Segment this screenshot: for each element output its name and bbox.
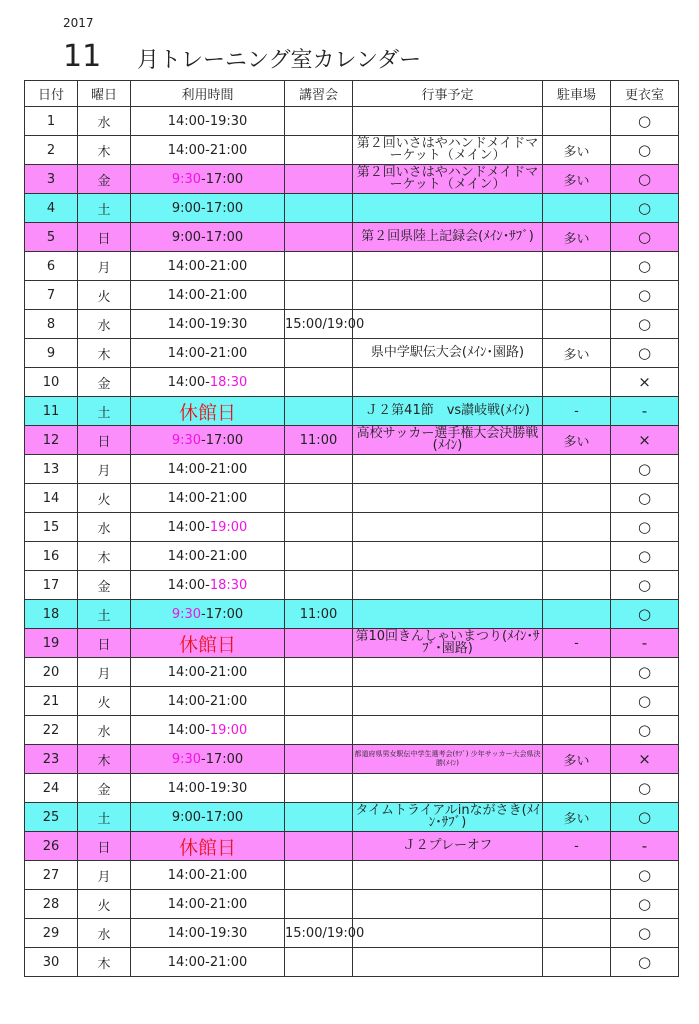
circle-mark-icon: ○	[637, 286, 652, 304]
weekday-cell: 月	[78, 455, 131, 484]
hours-part: 14:00-	[167, 722, 210, 738]
lecture-cell: 11:00	[285, 426, 353, 455]
event-cell: 第２回いさはやハンドメイドマーケット（メイン）	[353, 136, 543, 165]
event-cell	[353, 368, 543, 397]
circle-mark-icon: ○	[637, 199, 652, 217]
table-row	[25, 832, 679, 861]
date-cell: 16	[25, 542, 78, 571]
weekday-cell: 日	[78, 426, 131, 455]
month-number: 11	[63, 39, 102, 74]
table-row	[25, 223, 679, 252]
parking-cell	[543, 368, 611, 397]
lecture-cell	[285, 861, 353, 890]
event-cell: 県中学駅伝大会(ﾒｲﾝ･園路)	[353, 339, 543, 368]
lecture-cell	[285, 223, 353, 252]
hours-cell	[131, 600, 285, 629]
table-row	[25, 455, 679, 484]
circle-mark-icon: ○	[637, 779, 652, 797]
weekday-cell: 木	[78, 339, 131, 368]
date-cell: 14	[25, 484, 78, 513]
dash-mark: -	[641, 837, 648, 855]
closed-day-label: 休館日	[131, 629, 285, 658]
weekday-cell: 火	[78, 687, 131, 716]
parking-cell	[543, 513, 611, 542]
locker-cell	[611, 281, 679, 310]
hours-highlight: 9:30	[171, 751, 202, 767]
locker-cell	[611, 397, 679, 426]
hours-cell: 14:00-19:30	[131, 107, 285, 136]
closed-day-label: 休館日	[131, 832, 285, 861]
circle-mark-icon: ○	[637, 721, 652, 739]
hours-part: 14:00-	[167, 374, 210, 390]
cross-mark-icon: ×	[638, 750, 651, 768]
circle-mark-icon: ○	[637, 953, 652, 971]
hours-cell: 14:00-21:00	[131, 658, 285, 687]
hours-highlight: 9:30	[171, 606, 202, 622]
lecture-cell	[285, 165, 353, 194]
lecture-cell	[285, 716, 353, 745]
weekday-cell: 水	[78, 919, 131, 948]
hours-cell: 9:00-17:00	[131, 803, 285, 832]
circle-mark-icon: ○	[637, 112, 652, 130]
hours-cell: 14:00-21:00	[131, 484, 285, 513]
hours-cell	[131, 745, 285, 774]
parking-cell	[543, 861, 611, 890]
date-cell: 1	[25, 107, 78, 136]
table-row	[25, 542, 679, 571]
date-cell: 11	[25, 397, 78, 426]
event-cell	[353, 890, 543, 919]
weekday-cell: 水	[78, 310, 131, 339]
event-cell: 第２回県陸上記録会(ﾒｲﾝ･ｻﾌﾞ)	[353, 223, 543, 252]
hours-cell: 9:00-17:00	[131, 194, 285, 223]
weekday-cell: 水	[78, 716, 131, 745]
hours-cell: 14:00-19:30	[131, 919, 285, 948]
circle-mark-icon: ○	[637, 228, 652, 246]
parking-cell: -	[543, 397, 611, 426]
closed-day-label: 休館日	[131, 397, 285, 426]
locker-cell	[611, 542, 679, 571]
parking-cell	[543, 658, 611, 687]
event-cell	[353, 948, 543, 977]
table-row	[25, 136, 679, 165]
locker-cell	[611, 687, 679, 716]
cross-mark-icon: ×	[638, 373, 651, 391]
locker-cell	[611, 658, 679, 687]
hours-part: 14:00-	[167, 577, 210, 593]
lecture-cell	[285, 136, 353, 165]
circle-mark-icon: ○	[637, 518, 652, 536]
table-row	[25, 107, 679, 136]
weekday-cell: 火	[78, 281, 131, 310]
lecture-cell	[285, 107, 353, 136]
table-row	[25, 281, 679, 310]
weekday-cell: 土	[78, 600, 131, 629]
parking-cell	[543, 716, 611, 745]
table-row	[25, 716, 679, 745]
event-cell	[353, 107, 543, 136]
table-row	[25, 252, 679, 281]
date-cell: 18	[25, 600, 78, 629]
col-header-events: 行事予定	[353, 81, 543, 107]
locker-cell	[611, 252, 679, 281]
locker-cell	[611, 310, 679, 339]
locker-cell	[611, 368, 679, 397]
date-cell: 8	[25, 310, 78, 339]
weekday-cell: 木	[78, 136, 131, 165]
lecture-cell	[285, 455, 353, 484]
lecture-cell	[285, 484, 353, 513]
weekday-cell: 日	[78, 223, 131, 252]
weekday-cell: 火	[78, 484, 131, 513]
hours-cell: 14:00-21:00	[131, 252, 285, 281]
lecture-cell: 15:00/19:00	[285, 919, 353, 948]
locker-cell	[611, 571, 679, 600]
event-cell	[353, 513, 543, 542]
circle-mark-icon: ○	[637, 808, 652, 826]
locker-cell	[611, 136, 679, 165]
circle-mark-icon: ○	[637, 866, 652, 884]
lecture-cell	[285, 571, 353, 600]
hours-cell	[131, 368, 285, 397]
lecture-cell	[285, 890, 353, 919]
hours-part: 14:00-	[167, 519, 210, 535]
hours-cell	[131, 571, 285, 600]
date-cell: 13	[25, 455, 78, 484]
date-cell: 5	[25, 223, 78, 252]
event-cell	[353, 658, 543, 687]
locker-cell	[611, 513, 679, 542]
weekday-cell: 木	[78, 542, 131, 571]
weekday-cell: 土	[78, 803, 131, 832]
locker-cell	[611, 165, 679, 194]
date-cell: 10	[25, 368, 78, 397]
hours-cell: 9:00-17:00	[131, 223, 285, 252]
weekday-cell: 月	[78, 861, 131, 890]
date-cell: 15	[25, 513, 78, 542]
event-cell	[353, 687, 543, 716]
weekday-cell: 日	[78, 629, 131, 658]
hours-part: -17:00	[201, 751, 244, 767]
date-cell: 19	[25, 629, 78, 658]
hours-highlight: 9:30	[171, 432, 202, 448]
parking-cell: 多い	[543, 339, 611, 368]
parking-cell	[543, 687, 611, 716]
lecture-cell: 15:00/19:00	[285, 310, 353, 339]
event-cell: 第10回きんしゃいまつり(ﾒｲﾝ･ｻﾌﾞ･園路)	[353, 629, 543, 658]
parking-cell: -	[543, 832, 611, 861]
parking-cell: 多い	[543, 803, 611, 832]
circle-mark-icon: ○	[637, 547, 652, 565]
circle-mark-icon: ○	[637, 692, 652, 710]
hours-highlight: 18:30	[209, 577, 248, 593]
table-row	[25, 600, 679, 629]
event-cell	[353, 281, 543, 310]
weekday-cell: 金	[78, 571, 131, 600]
hours-cell	[131, 165, 285, 194]
locker-cell	[611, 426, 679, 455]
parking-cell	[543, 310, 611, 339]
event-cell	[353, 571, 543, 600]
dash-mark: -	[641, 634, 648, 652]
header-row	[25, 81, 679, 107]
circle-mark-icon: ○	[637, 489, 652, 507]
circle-mark-icon: ○	[637, 895, 652, 913]
date-cell: 22	[25, 716, 78, 745]
date-cell: 20	[25, 658, 78, 687]
col-header-locker: 更衣室	[611, 81, 679, 107]
table-row	[25, 803, 679, 832]
parking-cell: 多い	[543, 426, 611, 455]
table-row	[25, 165, 679, 194]
lecture-cell	[285, 368, 353, 397]
table-row	[25, 629, 679, 658]
calendar-table	[24, 80, 679, 977]
parking-cell	[543, 107, 611, 136]
date-cell: 30	[25, 948, 78, 977]
lecture-cell	[285, 339, 353, 368]
lecture-cell	[285, 687, 353, 716]
event-cell: 第２回いさはやハンドメイドマーケット（メイン）	[353, 165, 543, 194]
locker-cell	[611, 774, 679, 803]
lecture-cell	[285, 832, 353, 861]
date-cell: 27	[25, 861, 78, 890]
lecture-cell	[285, 542, 353, 571]
dash-mark: -	[641, 402, 648, 420]
weekday-cell: 木	[78, 948, 131, 977]
date-cell: 29	[25, 919, 78, 948]
circle-mark-icon: ○	[637, 141, 652, 159]
lecture-cell	[285, 745, 353, 774]
event-cell: 都道府県男女駅伝中学生選考会(ｻﾌﾞ) 少年サッカー大会県決勝(ﾒｲﾝ)	[353, 745, 543, 774]
table-row	[25, 397, 679, 426]
locker-cell	[611, 745, 679, 774]
event-cell: 高校サッカー選手権大会決勝戦(ﾒｲﾝ)	[353, 426, 543, 455]
lecture-cell: 11:00	[285, 600, 353, 629]
event-cell	[353, 310, 543, 339]
date-cell: 9	[25, 339, 78, 368]
date-cell: 4	[25, 194, 78, 223]
circle-mark-icon: ○	[637, 315, 652, 333]
weekday-cell: 火	[78, 890, 131, 919]
lecture-cell	[285, 774, 353, 803]
col-header-parking: 駐車場	[543, 81, 611, 107]
date-cell: 2	[25, 136, 78, 165]
lecture-cell	[285, 194, 353, 223]
event-cell	[353, 194, 543, 223]
hours-cell: 14:00-21:00	[131, 948, 285, 977]
hours-part: -17:00	[201, 606, 244, 622]
weekday-cell: 金	[78, 368, 131, 397]
hours-highlight: 19:00	[209, 519, 248, 535]
date-cell: 17	[25, 571, 78, 600]
table-row	[25, 310, 679, 339]
calendar-body	[25, 107, 679, 977]
circle-mark-icon: ○	[637, 460, 652, 478]
hours-cell: 14:00-21:00	[131, 890, 285, 919]
hours-highlight: 9:30	[171, 171, 202, 187]
table-row	[25, 687, 679, 716]
table-row	[25, 368, 679, 397]
table-row	[25, 658, 679, 687]
weekday-cell: 水	[78, 107, 131, 136]
lecture-cell	[285, 658, 353, 687]
table-row	[25, 426, 679, 455]
table-row	[25, 745, 679, 774]
hours-cell: 14:00-19:30	[131, 310, 285, 339]
date-cell: 12	[25, 426, 78, 455]
hours-cell	[131, 426, 285, 455]
weekday-cell: 金	[78, 774, 131, 803]
circle-mark-icon: ○	[637, 170, 652, 188]
parking-cell	[543, 600, 611, 629]
date-cell: 6	[25, 252, 78, 281]
weekday-cell: 日	[78, 832, 131, 861]
table-row	[25, 861, 679, 890]
hours-highlight: 18:30	[209, 374, 248, 390]
page-title: 月トレーニング室カレンダー	[137, 48, 422, 73]
locker-cell	[611, 107, 679, 136]
date-cell: 7	[25, 281, 78, 310]
col-header-hours: 利用時間	[131, 81, 285, 107]
lecture-cell	[285, 803, 353, 832]
table-row	[25, 890, 679, 919]
parking-cell	[543, 281, 611, 310]
locker-cell	[611, 484, 679, 513]
hours-highlight: 19:00	[209, 722, 248, 738]
weekday-cell: 土	[78, 194, 131, 223]
col-header-weekday: 曜日	[78, 81, 131, 107]
hours-cell: 14:00-21:00	[131, 542, 285, 571]
date-cell: 26	[25, 832, 78, 861]
locker-cell	[611, 194, 679, 223]
hours-cell: 14:00-21:00	[131, 455, 285, 484]
locker-cell	[611, 223, 679, 252]
date-cell: 23	[25, 745, 78, 774]
locker-cell	[611, 832, 679, 861]
table-row	[25, 774, 679, 803]
table-row	[25, 513, 679, 542]
parking-cell	[543, 774, 611, 803]
col-header-lecture: 講習会	[285, 81, 353, 107]
table-row	[25, 339, 679, 368]
circle-mark-icon: ○	[637, 605, 652, 623]
date-cell: 24	[25, 774, 78, 803]
event-cell	[353, 455, 543, 484]
table-row	[25, 194, 679, 223]
weekday-cell: 土	[78, 397, 131, 426]
circle-mark-icon: ○	[637, 344, 652, 362]
lecture-cell	[285, 948, 353, 977]
event-cell	[353, 252, 543, 281]
parking-cell	[543, 194, 611, 223]
date-cell: 25	[25, 803, 78, 832]
lecture-cell	[285, 397, 353, 426]
date-cell: 21	[25, 687, 78, 716]
parking-cell: 多い	[543, 745, 611, 774]
event-cell	[353, 542, 543, 571]
hours-cell: 14:00-21:00	[131, 687, 285, 716]
weekday-cell: 金	[78, 165, 131, 194]
locker-cell	[611, 339, 679, 368]
parking-cell	[543, 484, 611, 513]
locker-cell	[611, 629, 679, 658]
event-cell: タイムトライアルinながさき(ﾒｲﾝ･ｻﾌﾞ)	[353, 803, 543, 832]
circle-mark-icon: ○	[637, 257, 652, 275]
cross-mark-icon: ×	[638, 431, 651, 449]
parking-cell: 多い	[543, 223, 611, 252]
locker-cell	[611, 455, 679, 484]
event-cell: Ｊ２第41節 vs讃岐戦(ﾒｲﾝ)	[353, 397, 543, 426]
locker-cell	[611, 600, 679, 629]
weekday-cell: 水	[78, 513, 131, 542]
event-cell	[353, 600, 543, 629]
lecture-cell	[285, 629, 353, 658]
parking-cell: -	[543, 629, 611, 658]
circle-mark-icon: ○	[637, 663, 652, 681]
locker-cell	[611, 948, 679, 977]
weekday-cell: 木	[78, 745, 131, 774]
parking-cell	[543, 890, 611, 919]
locker-cell	[611, 861, 679, 890]
locker-cell	[611, 919, 679, 948]
locker-cell	[611, 803, 679, 832]
hours-cell: 14:00-19:30	[131, 774, 285, 803]
circle-mark-icon: ○	[637, 576, 652, 594]
hours-cell: 14:00-21:00	[131, 281, 285, 310]
parking-cell	[543, 455, 611, 484]
event-cell	[353, 919, 543, 948]
weekday-cell: 月	[78, 252, 131, 281]
parking-cell	[543, 948, 611, 977]
parking-cell	[543, 542, 611, 571]
hours-cell: 14:00-21:00	[131, 339, 285, 368]
parking-cell: 多い	[543, 165, 611, 194]
hours-cell: 14:00-21:00	[131, 136, 285, 165]
locker-cell	[611, 716, 679, 745]
event-cell	[353, 774, 543, 803]
circle-mark-icon: ○	[637, 924, 652, 942]
event-cell	[353, 861, 543, 890]
event-cell: Ｊ２プレーオフ	[353, 832, 543, 861]
event-cell	[353, 484, 543, 513]
date-cell: 28	[25, 890, 78, 919]
weekday-cell: 月	[78, 658, 131, 687]
table-row	[25, 484, 679, 513]
hours-cell	[131, 716, 285, 745]
event-cell	[353, 716, 543, 745]
parking-cell	[543, 571, 611, 600]
parking-cell	[543, 919, 611, 948]
lecture-cell	[285, 513, 353, 542]
parking-cell	[543, 252, 611, 281]
year-label: 2017	[63, 16, 94, 30]
lecture-cell	[285, 252, 353, 281]
table-row	[25, 571, 679, 600]
date-cell: 3	[25, 165, 78, 194]
hours-part: -17:00	[201, 432, 244, 448]
hours-part: -17:00	[201, 171, 244, 187]
table-row	[25, 948, 679, 977]
locker-cell	[611, 890, 679, 919]
table-row	[25, 919, 679, 948]
hours-cell: 14:00-21:00	[131, 861, 285, 890]
lecture-cell	[285, 281, 353, 310]
parking-cell: 多い	[543, 136, 611, 165]
hours-cell	[131, 513, 285, 542]
col-header-date: 日付	[25, 81, 78, 107]
